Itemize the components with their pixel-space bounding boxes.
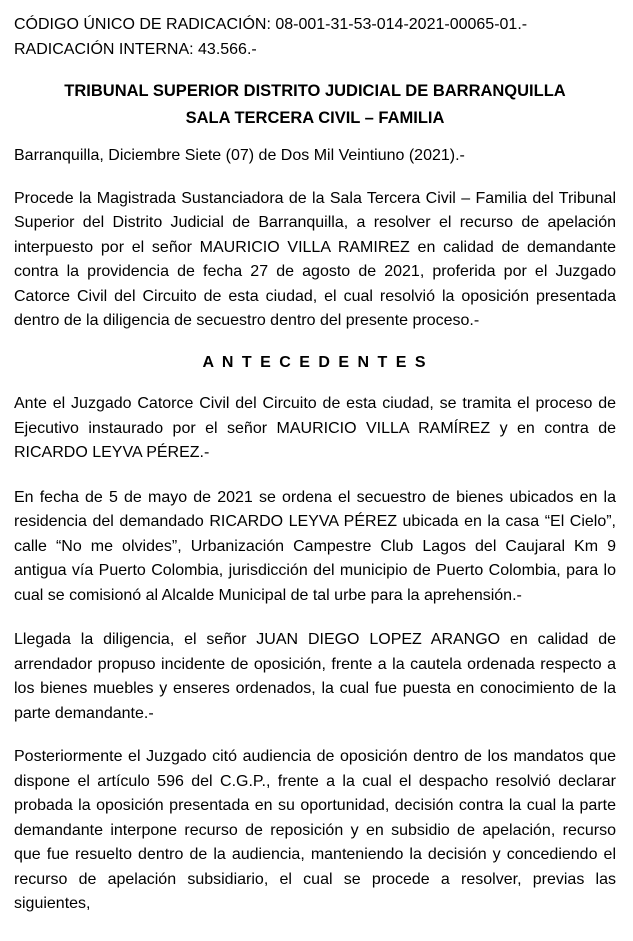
antecedentes-paragraph-4: Posteriormente el Juzgado citó audiencia de oposición dentro de los mandatos que dispone el artículo 596 del C.G.P., frente a la cual el despacho resolvió declarar probada la oposición presentada en su oportunidad, decisión contra la cual la parte demandante interpone recurso de reposición y en subsidio de apelación, recurso que fue resuelto dentro de la audiencia, manteniendo la decisión y concediendo el recurso de apelación subsidiario, el cual se procede a resolver, previas las siguientes, xyxy=(14,748,616,912)
section-heading-antecedentes: A N T E C E D E N T E S xyxy=(202,353,428,371)
court-document-page xyxy=(14,13,616,917)
document-header xyxy=(14,13,616,132)
antecedentes-paragraph-1: Ante el Juzgado Catorce Civil del Circuito de esta ciudad, se tramita el proceso de Ejecutivo instaurado por el señor MAURICIO VILLA RAMÍREZ y en contra de RICARDO LEYVA PÉREZ.- xyxy=(14,395,616,461)
court-title xyxy=(14,78,616,132)
antecedentes-paragraph-2: En fecha de 5 de mayo de 2021 se ordena el secuestro de bienes ubicados en la residencia del demandado RICARDO LEYVA PÉREZ ubicada en la casa “El Cielo”, calle “No me olvides”, Urbanización Campestre Club Lagos del Caujaral Km 9 antigua vía Puerto Colombia, jurisdicción del municipio de Puerto Colombia, para lo cual se comisionó al Alcalde Municipal de tal urbe para la aprehensión.- xyxy=(14,488,616,604)
radicacion-interna-line: RADICACIÓN INTERNA: 43.566.- xyxy=(14,40,257,58)
city-date-line: Barranquilla, Diciembre Siete (07) de Dos Mil Veintiuno (2021).- xyxy=(14,147,465,164)
radicacion-unica-line: CÓDIGO ÚNICO DE RADICACIÓN: 08-001-31-53-014-2021-00065-01.- xyxy=(14,16,528,33)
tribunal-title-line: TRIBUNAL SUPERIOR DISTRITO JUDICIAL DE BARRANQUILLA xyxy=(64,82,566,100)
sala-title-line: SALA TERCERA CIVIL – FAMILIA xyxy=(185,109,445,127)
antecedentes-paragraph-3: Llegada la diligencia, el señor JUAN DIEGO LOPEZ ARANGO en calidad de arrendador propuso incidente de oposición, frente a la cautela ordenada respecto a los bienes muebles y enseres ordenados, la cual fue puesta en conocimiento de la parte demandante.- xyxy=(14,631,616,722)
intro-paragraph: Procede la Magistrada Sustanciadora de la Sala Tercera Civil – Familia del Tribunal Superior del Distrito Judicial de Barranquilla, a resolver el recurso de apelación interpuesto por el señor MAURICIO VILLA RAMIREZ en calidad de demandante contra la providencia de fecha 27 de agosto de 2021, proferida por el Juzgado Catorce Civil del Circuito de esta ciudad, el cual resolvió la oposición presentada dentro de la diligencia de secuestro dentro del presente proceso.- xyxy=(14,189,616,329)
